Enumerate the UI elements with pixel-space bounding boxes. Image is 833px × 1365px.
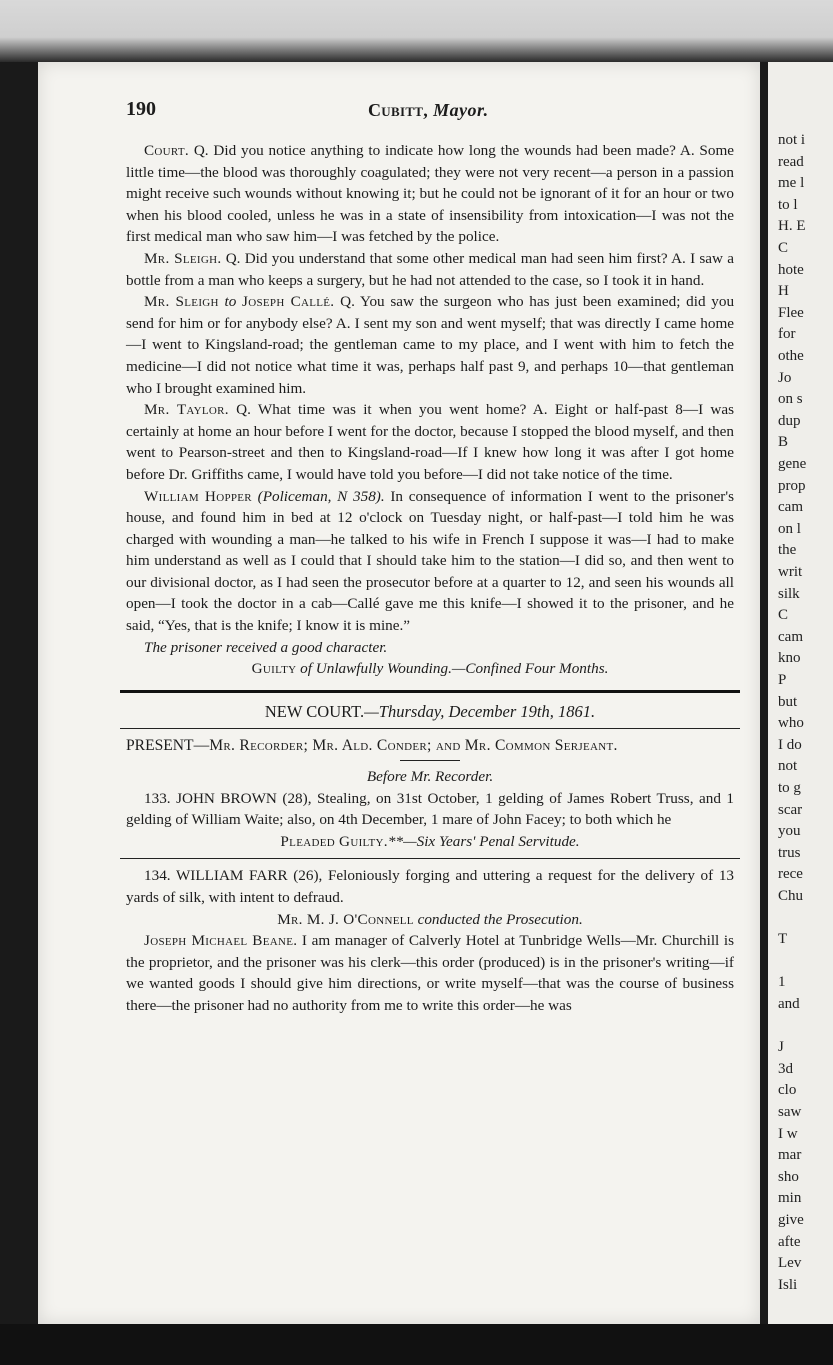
speaker-taylor: Mr. Taylor. xyxy=(144,401,229,419)
right-page-fragment: scar xyxy=(778,801,803,818)
witness-hopper: William Hopper xyxy=(144,487,252,505)
case-text: (28), Stealing, on 31st October, 1 gelding of James Robert Truss, and 1 gelding of William Waite; also, on 4th December, 1 mare of John Facey; to both which he xyxy=(126,789,734,829)
divider xyxy=(120,858,740,859)
case-133-sentence xyxy=(126,831,734,853)
verdict-wounding xyxy=(126,658,734,680)
witness-calle: Joseph Callé. xyxy=(242,293,335,311)
right-page-fragment: H xyxy=(778,283,789,300)
right-page-fragment: min xyxy=(778,1190,802,1207)
right-page-fragment: othe xyxy=(778,348,804,364)
running-title-role: Mayor. xyxy=(433,100,489,120)
present-line xyxy=(126,735,734,757)
paragraph-beane-testimony xyxy=(126,930,734,1016)
right-page-fragment: for xyxy=(778,326,796,343)
right-page-fragment: Isli xyxy=(778,1276,798,1293)
witness-detail: (Policeman, N 358). xyxy=(257,487,385,505)
right-page-fragment: to g xyxy=(778,780,801,796)
right-page-fragment: B xyxy=(778,434,789,451)
court-name: NEW COURT. xyxy=(264,701,365,721)
scan-top-edge xyxy=(0,0,833,62)
right-page-fragment: me l xyxy=(778,175,805,192)
right-page-fragment: give xyxy=(778,1212,804,1228)
right-page-fragment: writ xyxy=(778,564,803,580)
right-page-fragment: who xyxy=(778,715,804,732)
paragraph-sleigh-to-calle xyxy=(126,291,734,399)
right-page-fragment: T xyxy=(778,931,788,948)
right-page-fragment: sho xyxy=(778,1168,799,1185)
paragraph-court-question xyxy=(126,140,734,248)
paragraph-text: Q. Did you notice anything to indicate how long the wounds had been made? A. Some little time—the blood was thoroughly coagulated; they were not very recent—a person in a passion might receive such wounds without knowing it; but he could not be ignorant of it for an hour or two when his blood cooled, unless he was in a state of insensibility from intoxication—I was not the first medical man who saw him—I was fetched by the police. xyxy=(126,142,735,246)
right-page-fragment: hote xyxy=(778,261,804,278)
running-title xyxy=(368,100,489,121)
paragraph-hopper-testimony xyxy=(126,486,734,637)
verdict-guilty: Guilty xyxy=(251,660,297,678)
court-heading xyxy=(126,701,734,723)
paragraph-text: In consequence of information I went to the prisoner's house, and found him in bed at 12 o'clock on Tuesday night, or half-past—I told him he was charged with wounding a man—he talked to his wife in French I suppose it was—I had to make him understand as well as I could that I should take him to the station—I did so, and then went to our divisional doctor, as I had seen the prosecutor before at a quarter to 12, and seen his wounds all open—I took the doctor in a cab—Callé gave me this knife—I showed it to the prisoner, and he said, “Yes, that is the knife; I know it is mine.” xyxy=(126,487,735,635)
sentence: **—Six Years' Penal Servitude. xyxy=(387,832,580,850)
speaker-court: Court. xyxy=(144,142,190,159)
running-title-name: Cubitt, xyxy=(368,100,429,120)
right-page-fragment: saw xyxy=(778,1104,802,1120)
left-page xyxy=(38,62,760,1324)
short-divider xyxy=(400,760,460,761)
right-page-fragment: 3d xyxy=(778,1060,793,1077)
plea: Pleaded Guilty. xyxy=(280,832,388,850)
right-page-fragment: mar xyxy=(778,1147,802,1164)
case-133 xyxy=(126,788,734,831)
paragraph-taylor-question xyxy=(126,399,734,485)
right-page-fragment: you xyxy=(778,823,801,840)
right-page-fragment: clo xyxy=(778,1082,797,1099)
right-page-fragment: Lev xyxy=(778,1255,802,1272)
right-page-fragment: Flee xyxy=(778,304,804,321)
right-page-fragment: rece xyxy=(778,866,803,883)
right-page-fragment: and xyxy=(778,996,800,1012)
section-divider xyxy=(120,690,740,693)
case-134 xyxy=(126,865,734,908)
right-page-edge xyxy=(768,62,833,1324)
right-page-fragment: I do xyxy=(778,736,802,753)
page-header xyxy=(126,98,726,128)
paragraph-text: Q. What time was it when you went home? A. Eight or half-past 8—I was certainly at home an hour before I went for the doctor, because I stopped the blood myself, and then went to Pearson-street and then to Kingsland-road—If I knew how long it was after I got home before Dr. Griffiths came, I would have told you before—I did not take notice of the time. xyxy=(126,401,735,483)
court-date: —Thursday, December 19th, 1861. xyxy=(364,701,596,721)
page-number: 190 xyxy=(126,98,156,120)
right-page-fragment: I w xyxy=(778,1125,798,1142)
defendant-name: JOHN BROWN xyxy=(176,789,277,807)
right-page-fragment: on l xyxy=(778,520,801,537)
right-page-fragment: H. E xyxy=(778,218,806,235)
witness-beane: Joseph Michael Beane. xyxy=(144,932,298,950)
right-page-fragment: C xyxy=(778,240,789,256)
right-page-fragment: afte xyxy=(778,1233,801,1250)
divider xyxy=(120,728,740,729)
prosecution-suffix: conducted the Prosecution. xyxy=(417,910,583,928)
right-page-fragment: silk xyxy=(778,585,800,602)
right-page-fragment: kno xyxy=(778,650,801,667)
scan-bottom-edge xyxy=(0,1324,833,1365)
right-page-fragment: prop xyxy=(778,477,806,494)
right-page-fragment: to l xyxy=(778,196,798,213)
case-text: (26), Feloniously forging and uttering a request for the delivery of 13 yards of silk, with intent to defraud. xyxy=(126,867,735,906)
right-page-fragment: C xyxy=(778,607,789,624)
prosecution-line xyxy=(126,909,734,931)
right-page-fragment: trus xyxy=(778,844,801,861)
right-page-fragment: 1 xyxy=(778,974,786,991)
right-page-fragment: P xyxy=(778,672,787,688)
page-body xyxy=(126,140,734,1017)
right-page-fragment: not i xyxy=(778,132,806,148)
right-page-fragment: the xyxy=(778,542,797,559)
case-number: 134. xyxy=(144,867,171,885)
right-page-fragment: J xyxy=(778,1039,784,1056)
speaker-sleigh: Mr. Sleigh. xyxy=(144,249,222,267)
right-page-fragment: but xyxy=(778,693,798,710)
right-page-fragment: gene xyxy=(778,456,807,472)
prosecutor: Mr. M. J. O'Connell xyxy=(277,910,414,928)
right-page-fragment: Chu xyxy=(778,888,804,904)
defendant-name: WILLIAM FARR xyxy=(175,867,288,885)
right-page-fragment: Jo xyxy=(778,369,792,386)
right-page-fragment: dup xyxy=(778,412,801,429)
right-page-fragment: cam xyxy=(778,499,803,516)
case-number: 133. xyxy=(144,789,171,807)
character-note: The prisoner received a good character. xyxy=(144,638,388,656)
before-line: Before Mr. Recorder. xyxy=(366,768,494,786)
present-label: PRESENT— xyxy=(126,737,210,755)
speaker-connector: to xyxy=(224,293,237,311)
paragraph-text: Q. Did you understand that some other medical man had seen him first? A. I saw a bottle from a man who keeps a surgery, but he had not attended to the case, so I took it in hand. xyxy=(126,249,735,289)
paragraph-sleigh-question xyxy=(126,248,734,291)
right-page-fragment: read xyxy=(778,153,804,170)
speaker-sleigh: Mr. Sleigh xyxy=(144,293,219,311)
paragraph-text: Q. You saw the surgeon who has just been examined; did you send for him or for anybody else? A. I sent my son and went myself; that was directly I came home—I went to Kingsland-road; the gentleman came to my place, and I went with him to fetch the medicine—I did not notice what time it was, perhaps half past 9, and perhaps 10—that gentleman who I brought examined him. xyxy=(126,293,735,397)
present-text: Mr. Recorder; Mr. Ald. Conder; and Mr. Common Serjeant. xyxy=(209,737,618,755)
verdict-text: of Unlawfully Wounding.—Confined Four Months. xyxy=(300,660,609,678)
right-page-fragment: cam xyxy=(778,628,803,645)
paragraph-text: I am manager of Calverly Hotel at Tunbridge Wells—Mr. Churchill is the proprietor, and the prisoner was his clerk—this order (produced) is in the prisoner's writing—if we wanted goods I should give him directions, or write myself—that was the course of business there—the prisoner had no authority from me to write this order—he was xyxy=(126,932,734,1014)
right-page-fragment: not xyxy=(778,758,798,775)
right-page-fragment: on s xyxy=(778,391,803,408)
